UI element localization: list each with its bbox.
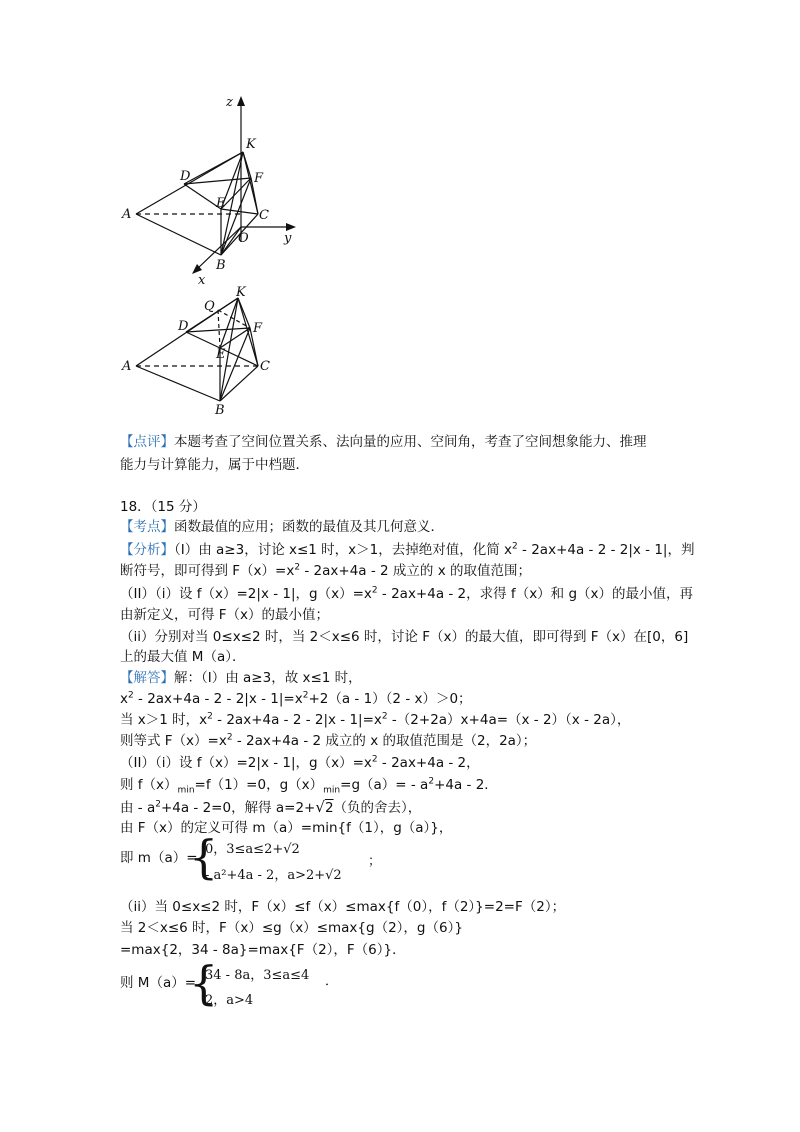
superscript: 2 [371,754,378,765]
subscript: min [177,785,195,796]
label-Q: Q [204,299,215,314]
superscript: 2 [226,732,233,743]
fenxi-line-2 [120,561,531,581]
fenxi-text: （II）（i）设 f（x）=2|x ‑ 1|，g（x）=x [120,586,372,602]
fenxi-text: ‑ 2ax+4a ‑ 2 ‑ 2|x ‑ 1|，判 [517,542,695,558]
jieda-label: 【解答】 [120,670,174,686]
fenxi-line-5: （ii）分别对当 0≤x≤2 时，当 2＜x≤6 时，讨论 F（x）的最大值，即可得到 F（x）在[0，6] [120,629,689,645]
fenxi-text: ‑ 2ax+4a ‑ 2，求得 f（x）和 g（x）的最小值，再 [377,586,694,602]
figure-2-svg [118,286,338,418]
jieda-line-5 [120,753,480,773]
label-A: A [122,207,132,222]
superscript: 2 [302,690,309,701]
label-K2: K [236,286,246,300]
sqrt-sign: √ [315,798,325,816]
label-D2: D [178,319,189,334]
jieda-text: ‑ 2ax+4a ‑ 2 成立的 x 的取值范围是（2，2a）； [232,733,537,749]
label-B2: B [215,403,225,418]
figure-solid-with-Q [118,286,338,422]
label-O: O [238,231,249,246]
jieda-text: ‑ 2ax+4a ‑ 2 ‑ 2|x ‑ 1|=x [212,712,382,728]
jieda-text: +2（a ‑ 1）（2 ‑ x）＞0； [308,691,472,707]
kaodian-text: 函数最值的应用；函数的最值及其几何意义． [174,519,444,535]
M-case-2: 2，a>4 [205,993,254,1008]
jieda-text: ‑ 2ax+4a ‑ 2， [377,755,480,771]
superscript: 2 [128,690,134,701]
jieda-text: =f（1）=0，g（x） [194,777,324,793]
label-F: F [254,171,264,186]
fenxi-line-3 [120,584,693,604]
label-C: C [259,208,269,223]
jieda-line-4 [120,731,536,751]
fenxi-text: （I）由 a≥3，讨论 x≤1 时，x＞1，去掉绝对值，化简 x [174,542,513,558]
fenxi-line-6: 上的最大值 M（a）． [120,649,246,665]
jieda-line-3 [120,710,630,730]
superscript: 2 [294,562,301,573]
jieda-text: （负的舍去）， [333,800,422,816]
jieda-text: x [120,691,128,707]
label-K: K [246,137,256,152]
fenxi-line-4: 由新定义，可得 F（x）的最小值； [120,607,330,623]
superscript: 2 [371,585,378,596]
label-y: y [284,231,292,246]
label-D: D [180,169,191,184]
jieda-text: 当 x＞1 时，x [120,712,208,728]
superscript: 2 [512,541,518,552]
superscript: 2 [155,799,161,810]
m-case-2: ‑ a²+4a ‑ 2，a>2+√2 [205,868,342,883]
m-piecewise [120,848,198,868]
M-suffix: ． [325,974,339,989]
label-F2: F [253,321,263,336]
label-z: z [226,95,233,110]
label-B: B [216,258,226,273]
jieda-text: =g（a）= ‑ a [340,777,429,793]
label-E: E [216,196,226,211]
jieda-line-1 [120,668,362,688]
m-brace: { [189,830,219,884]
jieda-line-9: （ii）当 0≤x≤2 时，F（x）≤f（x）≤max{f（0），f（2）}=2=F（2）； [120,899,566,915]
fenxi-label: 【分析】 [120,542,174,558]
label-C2: C [260,359,270,374]
jieda-line-11: =max{2，34 ‑ 8a}=max{F（2），F（6）}． [120,942,406,958]
problem-number: 18．（15 分） [120,499,206,515]
label-x: x [198,273,206,288]
jieda-text: 解：（I）由 a≥3，故 x≤1 时， [174,670,362,686]
kaodian-line [120,517,444,537]
M-prefix: 则 M（a）= [120,975,197,991]
m-suffix: ； [368,854,382,869]
jieda-line-7 [120,797,421,818]
label-E2: E [216,347,226,362]
fenxi-line-1 [120,540,694,560]
jieda-line-8: 由 F（x）的定义可得 m（a）=min{f（1），g（a）}， [120,820,453,836]
jieda-line-10: 当 2＜x≤6 时，F（x）≤g（x）≤max{g（2），g（6）} [120,920,463,936]
m-case-1: 0，3≤a≤2+√2 [205,842,300,857]
fenxi-text: ‑ 2ax+4a ‑ 2 成立的 x 的取值范围； [300,563,531,579]
jieda-text: （II）（i）设 f（x）=2|x ‑ 1|，g（x）=x [120,755,372,771]
jieda-text: +4a ‑ 2． [434,777,498,793]
M-brace: { [189,956,219,1010]
jieda-text: 则 f（x） [120,777,178,793]
jieda-text: 则等式 F（x）=x [120,733,227,749]
figure-1-svg [118,92,338,288]
sqrt-radicand: 2 [324,800,334,816]
review-line-2: 能力与计算能力，属于中档题． [120,457,309,473]
jieda-text: 由 ‑ a [120,800,156,816]
review-line-1 [120,432,647,452]
superscript: 2 [428,776,435,787]
fenxi-text: 断符号，即可得到 F（x）=x [120,563,295,579]
m-prefix: 即 m（a）= [120,850,198,866]
jieda-text: ‑（2+2a）x+4a=（x ‑ 2）（x ‑ 2a）， [387,712,631,728]
review-text-1: 本题考查了空间位置关系、法向量的应用、空间角，考查了空间想象能力、推理 [174,434,647,450]
figure-solid-with-axes [118,92,338,292]
jieda-text: +4a ‑ 2=0，解得 a=2+ [160,800,316,816]
M-piecewise [120,973,196,993]
subscript: min [323,785,341,796]
jieda-line-6 [120,775,498,795]
kaodian-label: 【考点】 [120,519,174,535]
superscript: 2 [381,711,388,722]
review-label: 【点评】 [120,434,174,450]
jieda-line-2 [120,689,472,709]
jieda-text: ‑ 2ax+4a ‑ 2 ‑ 2|x ‑ 1|=x [133,691,303,707]
label-A2: A [122,359,132,374]
superscript: 2 [207,711,213,722]
M-case-1: 34 ‑ 8a，3≤a≤4 [205,968,310,983]
